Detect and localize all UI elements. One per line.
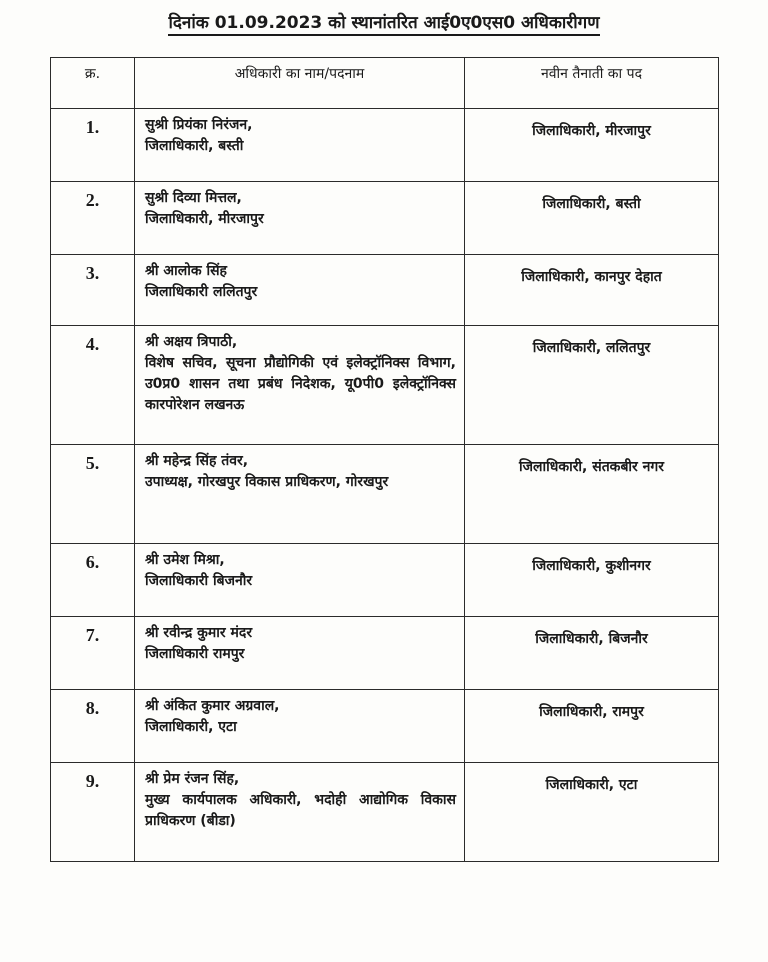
officer-cell xyxy=(135,763,465,862)
table-row xyxy=(51,255,719,326)
new-posting: जिलाधिकारी, बिजनौर xyxy=(465,617,719,690)
serial-number: 8. xyxy=(51,690,135,763)
officer-name: श्री आलोक सिंह xyxy=(145,263,227,279)
officer-designation: जिलाधिकारी, एटा xyxy=(145,719,237,735)
officer-designation: जिलाधिकारी ललितपुर xyxy=(145,284,258,300)
officer-designation: उपाध्यक्ष, गोरखपुर विकास प्राधिकरण, गोरखपुर xyxy=(145,474,389,490)
serial-number: 5. xyxy=(51,445,135,544)
table-row xyxy=(51,445,719,544)
document-title-text: दिनांक 01.09.2023 को स्थानांतरित आई0ए0एस0 अधिकारीगण xyxy=(168,10,599,36)
new-posting: जिलाधिकारी, कुशीनगर xyxy=(465,544,719,617)
officer-name: श्री प्रेम रंजन सिंह, xyxy=(145,771,240,787)
table-row xyxy=(51,326,719,445)
officer-cell xyxy=(135,109,465,182)
officer-name: श्री अक्षय त्रिपाठी, xyxy=(145,334,238,350)
header-serial-number: क्र. xyxy=(51,58,135,109)
officer-cell xyxy=(135,690,465,763)
serial-number: 2. xyxy=(51,182,135,255)
table-row xyxy=(51,617,719,690)
header-officer-name: अधिकारी का नाम/पदनाम xyxy=(135,58,465,109)
officer-cell xyxy=(135,326,465,445)
table-row xyxy=(51,182,719,255)
new-posting: जिलाधिकारी, संतकबीर नगर xyxy=(465,445,719,544)
new-posting: जिलाधिकारी, एटा xyxy=(465,763,719,862)
table-row xyxy=(51,763,719,862)
transfer-table xyxy=(50,57,719,862)
serial-number: 4. xyxy=(51,326,135,445)
new-posting: जिलाधिकारी, बस्ती xyxy=(465,182,719,255)
serial-number: 7. xyxy=(51,617,135,690)
officer-designation: विशेष सचिव, सूचना प्रौद्योगिकी एवं इलेक्ट्रॉनिक्स विभाग, उ0प्र0 शासन तथा प्रबंध निदेशक, यू0पी0 इलेक्ट्रॉनिक्स कारपोरेशन लखनऊ xyxy=(145,355,456,413)
serial-number: 1. xyxy=(51,109,135,182)
new-posting: जिलाधिकारी, ललितपुर xyxy=(465,326,719,445)
table-header-row xyxy=(51,58,719,109)
officer-cell xyxy=(135,445,465,544)
officer-cell xyxy=(135,544,465,617)
table-row xyxy=(51,109,719,182)
new-posting: जिलाधिकारी, रामपुर xyxy=(465,690,719,763)
officer-cell xyxy=(135,255,465,326)
table-row xyxy=(51,544,719,617)
serial-number: 6. xyxy=(51,544,135,617)
officer-designation: मुख्य कार्यपालक अधिकारी, भदोही आद्योगिक विकास प्राधिकरण (बीडा) xyxy=(145,792,456,829)
document-title xyxy=(0,10,768,36)
officer-designation: जिलाधिकारी बिजनौर xyxy=(145,573,253,589)
officer-designation: जिलाधिकारी रामपुर xyxy=(145,646,245,662)
table-row xyxy=(51,690,719,763)
new-posting: जिलाधिकारी, कानपुर देहात xyxy=(465,255,719,326)
serial-number: 9. xyxy=(51,763,135,862)
officer-name: सुश्री प्रियंका निरंजन, xyxy=(145,117,253,133)
officer-designation: जिलाधिकारी, बस्ती xyxy=(145,138,244,154)
officer-name: श्री महेन्द्र सिंह तंवर, xyxy=(145,453,249,469)
officer-name: सुश्री दिव्या मित्तल, xyxy=(145,190,242,206)
transfer-table-container xyxy=(50,57,718,907)
officer-name: श्री रवीन्द्र कुमार मंदर xyxy=(145,625,253,641)
officer-cell xyxy=(135,617,465,690)
new-posting: जिलाधिकारी, मीरजापुर xyxy=(465,109,719,182)
serial-number: 3. xyxy=(51,255,135,326)
officer-name: श्री उमेश मिश्रा, xyxy=(145,552,225,568)
officer-cell xyxy=(135,182,465,255)
header-new-posting: नवीन तैनाती का पद xyxy=(465,58,719,109)
officer-name: श्री अंकित कुमार अग्रवाल, xyxy=(145,698,280,714)
officer-designation: जिलाधिकारी, मीरजापुर xyxy=(145,211,264,227)
